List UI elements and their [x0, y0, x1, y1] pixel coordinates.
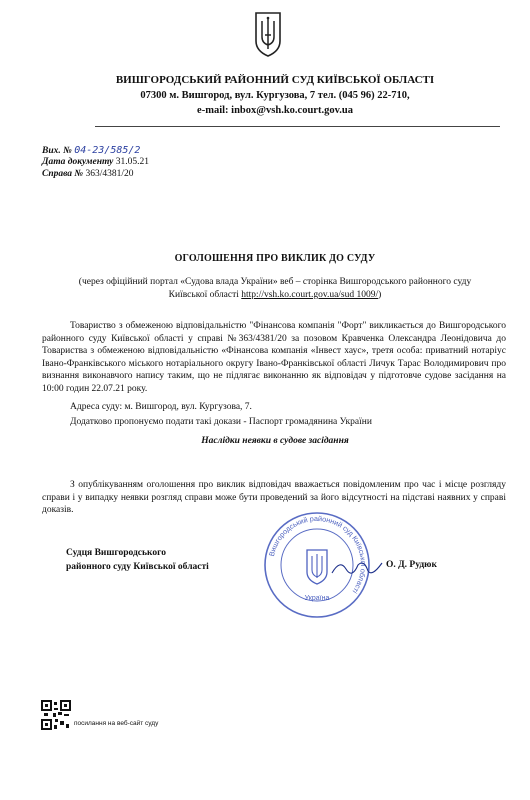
- publication-line1: (через офіційний портал «Судова влада України» веб – сторінка Вишгородського районного суду: [78, 277, 472, 287]
- date-value: 31.05.21: [115, 157, 150, 167]
- consequences-heading: Наслідки неявки в судове засідання: [201, 436, 349, 446]
- qr-code-icon[interactable]: [41, 700, 71, 730]
- coat-of-arms-icon: [254, 11, 282, 57]
- handwritten-signature: [330, 555, 385, 580]
- case-number: [42, 169, 134, 179]
- seal-text: Вишгородський районний суд Київської області: [266, 513, 369, 596]
- court-header: [40, 73, 510, 118]
- document-date: [42, 157, 149, 167]
- summons-paragraph: Товариство з обмеженою відповідальністю "Фінансова компанія "Форт" викликається до Вишгородського районного суду Київської області у справі №363/4381/20 за позовом Кравченка Олександра Леонідовича до Товариства з обмеженою відповідальністю «Фінансова компанія «Інвест хаус», третя особа: приватний нотаріус Івано-Франківського міського нотаріального округу Івано-Франківської області Личук Тарас Володимирович про визнання виконавчого напису таким, що не підлягає виконанню як відповідач у підготовче судове засідання на 10:00 годин 22.07.21 року.: [42, 321, 506, 394]
- publication-line2: [40, 289, 510, 302]
- seal-country: Україна: [304, 595, 330, 602]
- evidence-line: Додатково пропонуємо подати такі докази - Паспорт громадянина України: [70, 417, 372, 427]
- outgoing-label: Вих. №: [42, 146, 72, 156]
- court-address: 07300 м. Вишгород, вул. Кургузова, 7 тел. (045 96) 22-710,: [140, 90, 410, 101]
- publication-region: Київської області: [168, 290, 239, 300]
- court-name: ВИШГОРОДСЬКИЙ РАЙОННИЙ СУД КИЇВСЬКОЇ ОБЛАСТІ: [115, 74, 435, 86]
- outgoing-number: [42, 145, 140, 156]
- court-address-line: Адреса суду: м. Вишгород, вул. Кургузова, 7.: [70, 402, 252, 412]
- outgoing-value: 04-23/585/2: [74, 145, 141, 156]
- consequences-paragraph: З опублікуванням оголошення про виклик відповідач вважається повідомленим про час і місце розгляду справи і у випадку неявки розгляд справи може бути проведений за його відсутності на підставі наявних у справі доказів.: [42, 480, 506, 516]
- judge-name: О. Д. Рудюк: [386, 560, 437, 570]
- court-email: e-mail: inbox@vsh.ko.court.gov.ua: [197, 105, 353, 116]
- publication-note: [40, 276, 510, 302]
- judge-title-line2: районного суду Київської області: [66, 562, 209, 572]
- date-label: Дата документу: [42, 157, 114, 167]
- judge-title-line1: Судця Вишгородського: [66, 548, 166, 558]
- judge-title: [66, 546, 209, 574]
- court-website-link[interactable]: http://vsh.ko.court.gov.ua/sud 1009/: [241, 290, 379, 300]
- qr-caption: посилання на веб-сайт суду: [74, 720, 159, 727]
- publication-close: ): [378, 290, 382, 300]
- case-value: 363/4381/20: [85, 169, 134, 179]
- case-label: Справа №: [42, 169, 84, 179]
- header-divider: [95, 126, 500, 127]
- document-title: ОГОЛОШЕННЯ ПРО ВИКЛИК ДО СУДУ: [174, 253, 376, 264]
